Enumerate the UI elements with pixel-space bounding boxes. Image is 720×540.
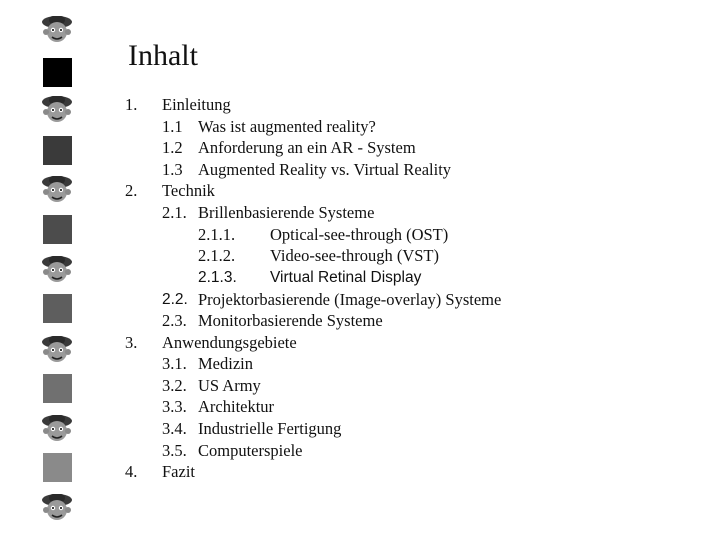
page-title: Inhalt xyxy=(128,39,198,72)
cartoon-face-icon xyxy=(40,173,74,207)
cartoon-face-icon xyxy=(40,13,74,47)
toc-text: Fazit xyxy=(162,462,195,481)
toc-text: Industrielle Fertigung xyxy=(198,419,342,438)
toc-text: Anforderung an ein AR - System xyxy=(198,138,416,157)
toc-number: 3.1. xyxy=(162,354,187,373)
sidebar-square xyxy=(43,374,72,403)
toc-number: 3. xyxy=(125,333,138,352)
sidebar-square xyxy=(43,294,72,323)
toc-text: Virtual Retinal Display xyxy=(270,269,422,286)
toc-text: Optical-see-through (OST) xyxy=(270,225,449,244)
cartoon-face-icon xyxy=(40,333,74,367)
sidebar-square xyxy=(43,58,72,87)
toc-number: 3.4. xyxy=(162,419,187,438)
cartoon-face-icon xyxy=(40,412,74,446)
toc-number: 2.1.1. xyxy=(198,225,236,244)
sidebar-square xyxy=(43,215,72,244)
toc-number: 3.3. xyxy=(162,397,187,416)
toc-text: Monitorbasierende Systeme xyxy=(198,311,383,330)
toc-text: Anwendungsgebiete xyxy=(162,333,297,352)
toc-number: 2.1.3. xyxy=(198,269,237,286)
toc-number: 2.1.2. xyxy=(198,246,236,265)
toc-number: 2.3. xyxy=(162,311,187,330)
toc-number: 2. xyxy=(125,181,138,200)
toc-text: Augmented Reality vs. Virtual Reality xyxy=(198,160,452,179)
toc-number: 1. xyxy=(125,95,138,114)
sidebar-square xyxy=(43,136,72,165)
toc-number: 1.1 xyxy=(162,117,183,136)
toc-number: 1.3 xyxy=(162,160,183,179)
toc-number: 3.2. xyxy=(162,376,187,395)
cartoon-face-icon xyxy=(40,491,74,525)
toc-text: Brillenbasierende Systeme xyxy=(198,203,375,222)
toc-number: 3.5. xyxy=(162,441,187,460)
toc-text: Computerspiele xyxy=(198,441,303,460)
cartoon-face-icon xyxy=(40,93,74,127)
sidebar-square xyxy=(43,453,72,482)
toc-text: Technik xyxy=(162,181,215,200)
toc-number: 2.2. xyxy=(162,291,188,308)
toc-text: Projektorbasierende (Image-overlay) Systeme xyxy=(198,290,502,309)
toc-text: Medizin xyxy=(198,354,253,373)
toc-text: US Army xyxy=(198,376,261,395)
toc-text: Video-see-through (VST) xyxy=(270,246,440,265)
toc-number: 4. xyxy=(125,462,138,481)
toc-text: Einleitung xyxy=(162,95,231,114)
toc-text: Architektur xyxy=(198,397,275,416)
decorative-sidebar xyxy=(0,0,110,540)
toc-number: 1.2 xyxy=(162,138,183,157)
cartoon-face-icon xyxy=(40,253,74,287)
toc-number: 2.1. xyxy=(162,203,187,222)
toc-text: Was ist augmented reality? xyxy=(198,117,376,136)
